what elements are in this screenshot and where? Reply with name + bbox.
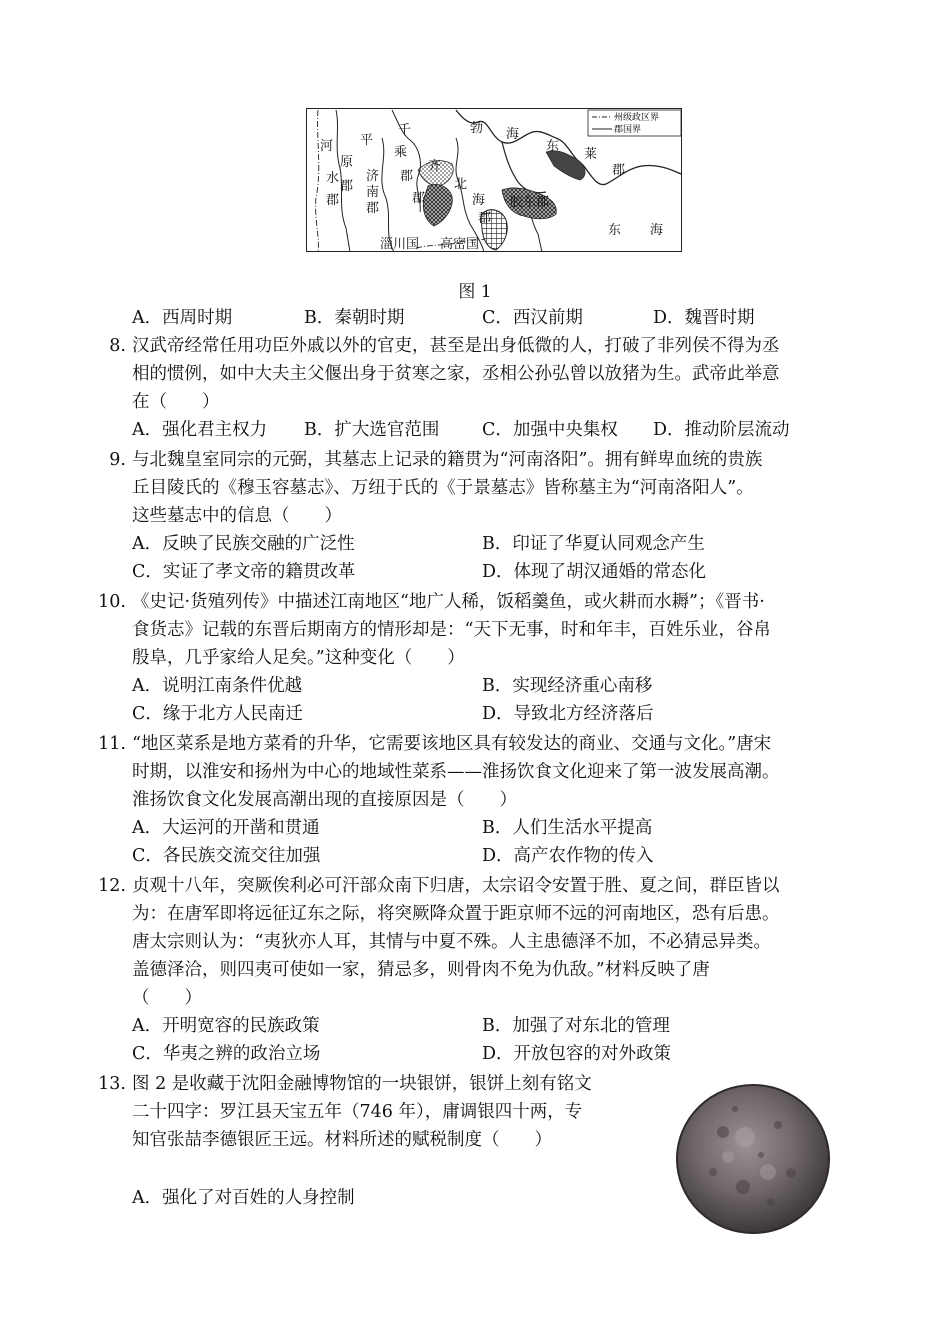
legend-state-boundary: 州级政区界 — [614, 113, 660, 123]
map-label: 平 — [360, 133, 374, 148]
q8-option-b: B．扩大选官范围 — [304, 420, 440, 440]
q9-option-d: D．体现了胡汉通婚的常态化 — [482, 562, 707, 582]
q11-stem-line: 淮扬饮食文化发展高潮出现的直接原因是（ ） — [132, 790, 517, 810]
map-label: 河 — [320, 139, 334, 154]
q8-stem-line: 汉武帝经常任用功臣外戚以外的官吏，甚至是出身低微的人，打破了非列侯不得为丞 — [132, 336, 780, 356]
q12-number: 12. — [98, 876, 126, 896]
q13-option-a: A．强化了对百姓的人身控制 — [132, 1188, 355, 1208]
q10-option-a: A．说明江南条件优越 — [132, 676, 303, 696]
map-label: 北 — [454, 177, 468, 192]
q12-stem-line: （ ） — [132, 988, 202, 1008]
q7-option-c: C．西汉前期 — [482, 308, 583, 328]
map-label: 海 — [472, 193, 486, 208]
q9-stem-line: 丘目陵氏的《穆玉容墓志》、万纽于氏的《于景墓志》皆称墓主为“河南洛阳人”。 — [132, 478, 754, 498]
q13-number: 13. — [98, 1074, 126, 1094]
q11-option-c: C．各民族交流交往加强 — [132, 846, 321, 866]
map-label: 胶东郡 — [510, 195, 550, 210]
map-label: 济 — [366, 169, 380, 184]
q12-stem-line: 贞观十八年，突厥俟利必可汗部众南下归唐，太宗诏令安置于胜、夏之间，群臣皆以 — [132, 876, 780, 896]
q13-stem-line: 图 2 是收藏于沈阳金融博物馆的一块银饼，银饼上刻有铭文 — [132, 1074, 592, 1094]
q10-stem-line: 食货志》记载的东晋后期南方的情形却是：“天下无事，时和年丰，百姓乐业，谷帛 — [132, 620, 771, 640]
q8-stem-line: 在（ ） — [132, 392, 220, 412]
map-label: 海 — [650, 223, 664, 238]
map-label: 齐 — [428, 159, 442, 174]
map-label: 郡 — [412, 191, 426, 206]
map-label: 郡 — [612, 163, 626, 178]
q8-number: 8. — [109, 336, 126, 356]
q9-option-b: B．印证了华夏认同观念产生 — [482, 534, 705, 554]
map-label: 郡 — [478, 211, 492, 226]
q10-stem-line: 殷阜，几乎家给人足矣。”这种变化（ ） — [132, 648, 465, 668]
q10-option-c: C．缘于北方人民南迁 — [132, 704, 303, 724]
q11-option-a: A．大运河的开凿和贯通 — [132, 818, 320, 838]
q10-option-d: D．导致北方经济落后 — [482, 704, 654, 724]
q8-option-a: A．强化君主权力 — [132, 420, 268, 440]
map-label: 乘 — [394, 145, 408, 160]
map-label: 郡 — [326, 193, 340, 208]
map-figure-1 — [306, 108, 682, 252]
map-label: 郡 — [400, 169, 414, 184]
q9-number: 9. — [109, 450, 126, 470]
map-label: 原 — [340, 155, 354, 170]
map-label: 东 — [608, 223, 622, 238]
map-label: 水 — [326, 171, 340, 186]
figure-1-caption: 图 1 — [458, 282, 492, 302]
q9-stem-line: 与北魏皇室同宗的元弼，其墓志上记录的籍贯为“河南洛阳”。拥有鲜卑血统的贵族 — [132, 450, 763, 470]
q13-stem-line: 知官张喆李德银匠王远。材料所述的赋税制度（ ） — [132, 1130, 552, 1150]
q12-stem-line: 唐太宗则认为：“夷狄亦人耳，其情与中夏不殊。人主患德泽不加，不必猜忌异类。 — [132, 932, 771, 952]
map-label: 高密国 — [440, 237, 480, 252]
map-label: 南 — [366, 185, 380, 200]
q11-number: 11. — [98, 734, 126, 754]
q8-option-c: C．加强中央集权 — [482, 420, 618, 440]
q13-stem-line: 二十四字：罗江县天宝五年（746 年），庸调银四十两，专 — [132, 1102, 583, 1122]
q7-option-a: A．西周时期 — [132, 308, 233, 328]
q9-stem-line: 这些墓志中的信息（ ） — [132, 506, 342, 526]
q10-number: 10. — [98, 592, 126, 612]
q7-option-b: B．秦朝时期 — [304, 308, 405, 328]
q7-option-d: D．魏晋时期 — [653, 308, 755, 328]
q12-option-b: B．加强了对东北的管理 — [482, 1016, 670, 1036]
q9-option-a: A．反映了民族交融的广泛性 — [132, 534, 355, 554]
q12-stem-line: 盖德泽洽，则四夷可使如一家，猜忌多，则骨肉不免为仇敌。”材料反映了唐 — [132, 960, 710, 980]
q12-option-c: C．华夷之辨的政治立场 — [132, 1044, 321, 1064]
map-label: 东 — [546, 139, 560, 154]
q11-stem-line: 时期，以淮安和扬州为中心的地域性菜系——淮扬饮食文化迎来了第一波发展高潮。 — [132, 762, 780, 782]
legend-commandery-boundary: 郡国界 — [614, 125, 642, 135]
q12-option-d: D．开放包容的对外政策 — [482, 1044, 672, 1064]
q12-option-a: A．开明宽容的民族政策 — [132, 1016, 320, 1036]
map-label: 郡 — [340, 179, 354, 194]
map-label: 海 — [506, 127, 520, 142]
q8-stem-line: 相的惯例，如中大夫主父偃出身于贫寒之家，丞相公孙弘曾以放猪为生。武帝此举意 — [132, 364, 780, 384]
q11-stem-line: “地区菜系是地方菜肴的升华，它需要该地区具有较发达的商业、交通与文化。”唐宋 — [132, 734, 772, 754]
q8-option-d: D．推动阶层流动 — [653, 420, 790, 440]
map-label: 千 — [398, 123, 412, 138]
q12-stem-line: 为：在唐军即将远征辽东之际，将突厥降众置于距京师不远的河南地区，恐有后患。 — [132, 904, 780, 924]
q11-option-b: B．人们生活水平提高 — [482, 818, 653, 838]
map-label: 莱 — [584, 147, 598, 162]
map-label: 淄川国 — [380, 237, 420, 252]
q10-stem-line: 《史记·货殖列传》中描述江南地区“地广人稀，饭稻羹鱼，或火耕而水耨”；《晋书· — [132, 592, 765, 612]
silver-cake-image — [673, 1077, 833, 1237]
q9-option-c: C．实证了孝文帝的籍贯改革 — [132, 562, 356, 582]
map-label: 郡 — [366, 201, 380, 216]
q10-option-b: B．实现经济重心南移 — [482, 676, 653, 696]
q11-option-d: D．高产农作物的传入 — [482, 846, 654, 866]
map-label: 勃 — [470, 121, 484, 136]
